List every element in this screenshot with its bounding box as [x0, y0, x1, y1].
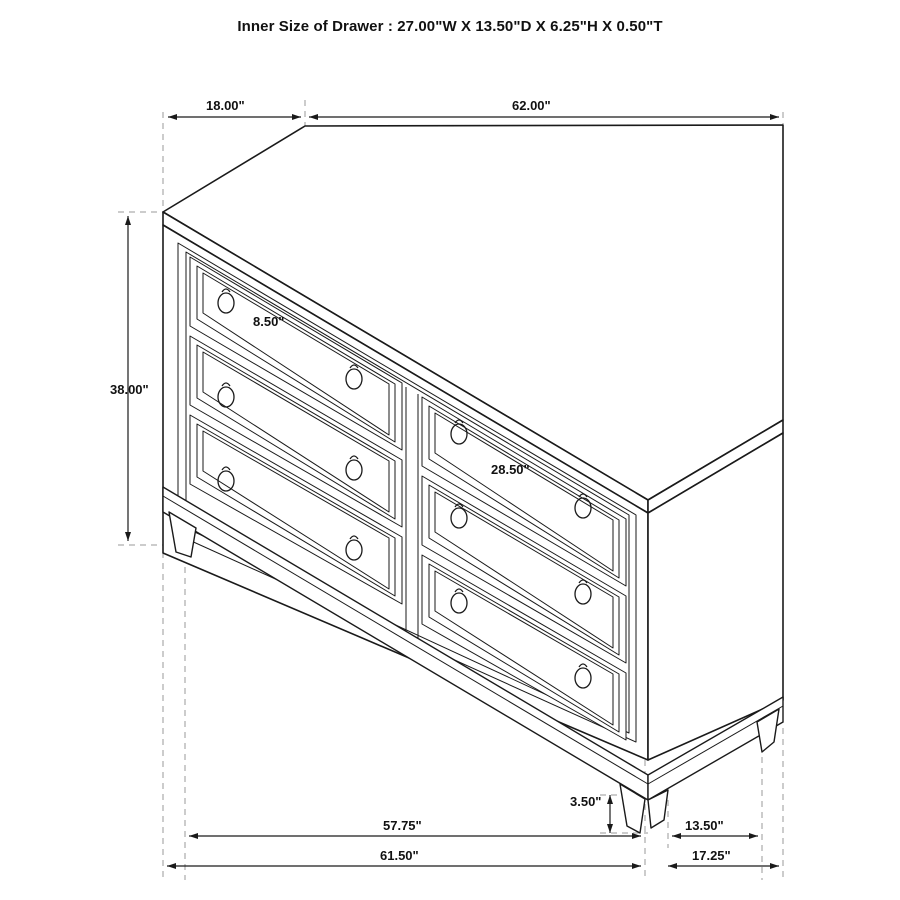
dim-depth-top: 18.00" [206, 98, 245, 113]
dim-drawer-front-width: 28.50" [491, 462, 530, 477]
dim-height-left: 38.00" [110, 382, 149, 397]
dim-width-top: 62.00" [512, 98, 551, 113]
dim-drawer-front-height: 8.50" [253, 314, 285, 329]
dim-case-width-lower: 57.75" [383, 818, 422, 833]
dim-case-depth-lower: 13.50" [685, 818, 724, 833]
dim-foot-height: 3.50" [570, 794, 602, 809]
dim-overall-width: 61.50" [380, 848, 419, 863]
page-title: Inner Size of Drawer : 27.00"W X 13.50"D X 6.25"H X 0.50"T [237, 18, 663, 35]
dresser-body [163, 125, 783, 833]
dim-overall-depth: 17.25" [692, 848, 731, 863]
